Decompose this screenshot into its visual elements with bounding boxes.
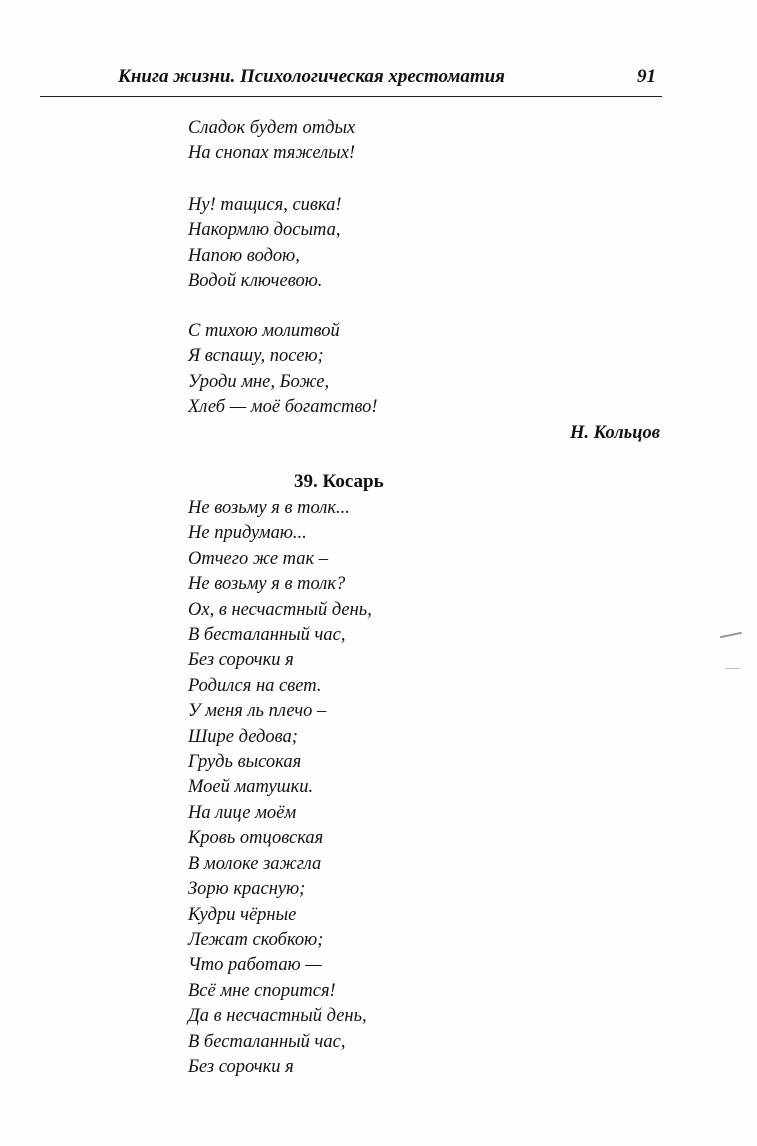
poem-body: [188, 496, 372, 1080]
stanza-3: [188, 319, 378, 421]
verse-line: Напою водою,: [188, 245, 300, 266]
verse-line: Ну! тащися, сивка!: [188, 195, 342, 215]
scan-mark: [726, 668, 740, 669]
verse-line: Всё мне спорится!: [188, 980, 336, 1001]
verse-line: Грудь высокая: [188, 752, 302, 773]
verse-line: Кудри чёрные: [188, 904, 297, 925]
stanza-1: [188, 116, 355, 167]
verse-line: Родился на свет.: [188, 675, 322, 696]
verse-line: Что работаю —: [188, 955, 322, 976]
verse-line: Без сорочки я: [188, 650, 294, 671]
verse-line: Не возьму я в толк?: [188, 574, 346, 595]
verse-line: На снопах тяжелых!: [188, 143, 356, 164]
verse-line: В бесталанный час,: [188, 625, 346, 646]
verse-line: С тихою молитвой: [188, 321, 340, 341]
verse-line: В бесталанный час,: [188, 1031, 346, 1052]
page-number: 91: [637, 66, 656, 87]
verse-line: На лице моём: [188, 802, 297, 823]
verse-line: Ох, в несчастный день,: [188, 599, 372, 620]
verse-line: Кровь отцовская: [188, 828, 324, 849]
verse-line: Отчего же так –: [188, 548, 329, 569]
verse-line: Накормлю досыта,: [188, 220, 341, 241]
verse-line: Да в несчастный день,: [188, 1006, 367, 1027]
verse-line: Хлеб — моё богатство!: [188, 397, 378, 418]
verse-line: Шире дедова;: [188, 726, 298, 747]
poem-title: 39. Косарь: [294, 471, 384, 492]
verse-line: Не придумаю...: [188, 523, 307, 544]
scan-mark: [720, 632, 742, 639]
poem-author: Н. Кольцов: [569, 423, 660, 443]
verse-line: Водой ключевою.: [188, 271, 323, 292]
header-title: Книга жизни. Психологическая хрестоматия: [118, 66, 505, 87]
verse-line: Я вспашу, посею;: [188, 346, 324, 367]
verse-line: В молоке зажгла: [188, 853, 322, 874]
verse-line: Лежат скобкою;: [188, 929, 324, 950]
stanza-2: [188, 193, 342, 295]
verse-line: Без сорочки я: [188, 1056, 294, 1077]
verse-line: У меня ль плечо –: [188, 701, 327, 722]
verse-line: Сладок будет отдых: [188, 118, 356, 138]
verse-line: Моей матушки.: [188, 777, 314, 798]
verse-line: Не возьму я в толк...: [188, 498, 350, 518]
running-header: [40, 62, 662, 97]
verse-line: Уроди мне, Боже,: [188, 371, 330, 392]
verse-line: Зорю красную;: [188, 879, 306, 900]
